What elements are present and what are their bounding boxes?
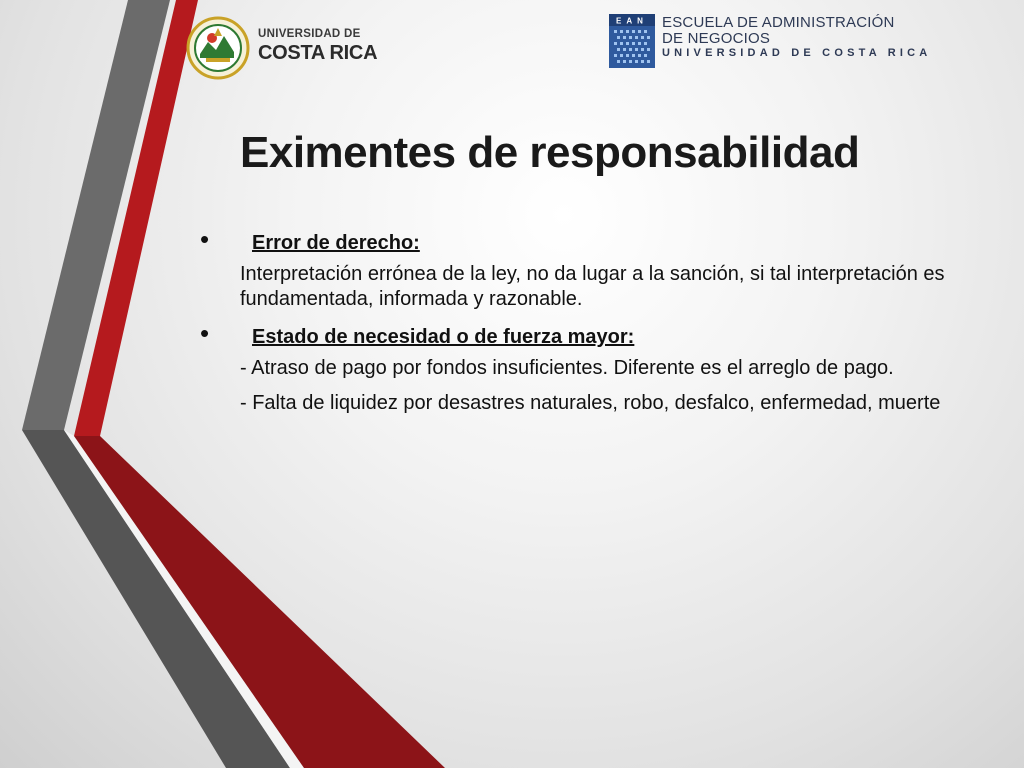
ean-mark-icon xyxy=(609,14,655,68)
ucr-seal-icon xyxy=(186,14,250,84)
ean-logo-line1: ESCUELA DE ADMINISTRACIÓN xyxy=(662,14,895,31)
ucr-logo-line2: COSTA RICA xyxy=(258,42,378,64)
ucr-logo xyxy=(186,14,376,86)
bullet-heading: Error de derecho: xyxy=(252,232,420,254)
bullet-paragraph: - Atraso de pago por fondos insuficientes. Diferente es el arreglo de pago. xyxy=(240,357,894,379)
bullet-error-de-derecho xyxy=(200,224,1010,262)
slide-title: Eximentes de responsabilidad xyxy=(240,128,860,177)
ean-logo-line2: DE NEGOCIOS xyxy=(662,30,771,47)
bullet-heading: Estado de necesidad o de fuerza mayor: xyxy=(252,326,635,348)
ean-mark-text: EAN xyxy=(616,16,648,26)
ean-logo xyxy=(609,14,1009,70)
ucr-logo-line1: UNIVERSIDAD DE xyxy=(258,28,361,40)
bullet-estado-de-necesidad xyxy=(200,318,1010,356)
bullet-paragraph: Interpretación errónea de la ley, no da lugar a la sanción, si tal interpretación es fundamentada, informada y razonable. xyxy=(240,263,945,310)
bullet-paragraph: - Falta de liquidez por desastres naturales, robo, desfalco, enfermedad, muerte xyxy=(240,392,941,414)
ean-logo-line3: UNIVERSIDAD DE COSTA RICA xyxy=(662,47,932,59)
slide-content xyxy=(200,224,1010,426)
bullet-icon: • xyxy=(200,224,210,254)
bullet-icon: • xyxy=(200,318,210,348)
